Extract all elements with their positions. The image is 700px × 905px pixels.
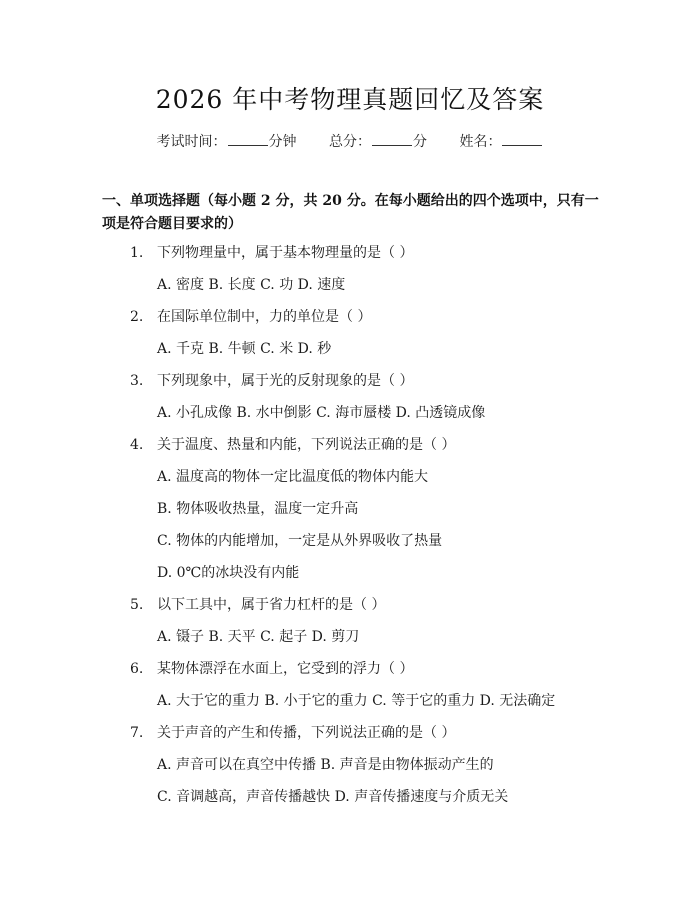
question-number: 2. (130, 309, 144, 325)
name-field (459, 131, 543, 151)
question-text: 在国际单位制中，力的单位是（ ） (157, 309, 372, 325)
exam-time-blank[interactable] (228, 133, 268, 146)
option-line: A. 密度 B. 长度 C. 功 D. 速度 (157, 277, 346, 293)
total-score-field (329, 131, 427, 151)
section-heading: 一、单项选择题（每小题 2 分，共 20 分。在每小题给出的四个选项中，只有一项是符合题目要求的） (102, 193, 599, 232)
question-number: 4. (130, 437, 144, 453)
option-line: A. 大于它的重力 B. 小于它的重力 C. 等于它的重力 D. 无法确定 (157, 693, 556, 709)
name-blank[interactable] (502, 133, 542, 146)
option-line: A. 镊子 B. 天平 C. 起子 D. 剪刀 (157, 629, 360, 645)
option-line: C. 物体的内能增加，一定是从外界吸收了热量 (157, 533, 443, 549)
exam-time-label: 考试时间： (156, 134, 227, 150)
option-line: A. 声音可以在真空中传播 B. 声音是由物体振动产生的 (157, 757, 494, 773)
exam-time-unit: 分钟 (268, 134, 297, 150)
question-text: 关于声音的产生和传播，下列说法正确的是（ ） (157, 725, 456, 741)
total-score-unit: 分 (413, 134, 427, 150)
question-number: 7. (130, 725, 144, 741)
option-line: A. 温度高的物体一定比温度低的物体内能大 (157, 469, 429, 485)
option-line: C. 音调越高，声音传播越快 D. 声音传播速度与介质无关 (157, 789, 509, 805)
exam-info-line (0, 131, 700, 151)
total-score-label: 总分： (329, 134, 371, 150)
option-line: B. 物体吸收热量，温度一定升高 (157, 501, 359, 517)
option-line: D. 0℃的冰块没有内能 (157, 565, 300, 581)
option-line: A. 千克 B. 牛顿 C. 米 D. 秒 (157, 341, 332, 357)
name-label: 姓名： (459, 134, 502, 150)
question-text: 下列现象中，属于光的反射现象的是（ ） (157, 373, 414, 389)
page-title: 2026 年中考物理真题回忆及答案 (155, 85, 545, 114)
question-text: 某物体漂浮在水面上，它受到的浮力（ ） (157, 661, 414, 677)
question-text: 以下工具中，属于省力杠杆的是（ ） (157, 597, 386, 613)
question-number: 3. (130, 373, 144, 389)
question-number: 1. (130, 245, 144, 261)
total-score-blank[interactable] (372, 133, 412, 146)
exam-time-field (157, 131, 297, 151)
option-line: A. 小孔成像 B. 水中倒影 C. 海市蜃楼 D. 凸透镜成像 (157, 405, 486, 421)
question-number: 5. (130, 597, 144, 613)
question-text: 关于温度、热量和内能，下列说法正确的是（ ） (157, 437, 456, 453)
question-text: 下列物理量中，属于基本物理量的是（ ） (157, 245, 414, 261)
question-number: 6. (130, 661, 144, 677)
